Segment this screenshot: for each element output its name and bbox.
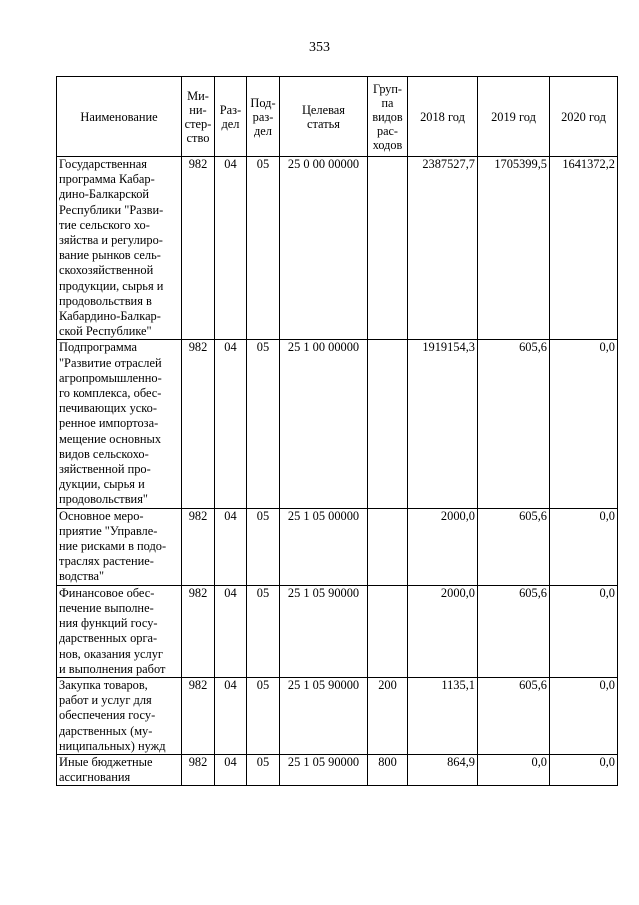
row-section: 04: [215, 677, 247, 754]
row-section: 04: [215, 508, 247, 585]
row-ministry: 982: [182, 340, 215, 508]
row-group: [368, 157, 408, 340]
row-name: Закупка товаров, работ и услуг для обеспечения госу- дарственных (му- ниципальных) нужд: [57, 677, 182, 754]
row-2018: 1135,1: [408, 677, 478, 754]
row-ministry: 982: [182, 754, 215, 785]
row-name: Основное меро- приятие "Управле- ние рисками в подо- траслях растение- водства": [57, 508, 182, 585]
table-row: [57, 677, 618, 754]
row-subsection: 05: [247, 340, 280, 508]
row-target: 25 1 05 00000: [280, 508, 368, 585]
budget-table: [56, 76, 618, 786]
row-2020: 0,0: [550, 754, 618, 785]
row-ministry: 982: [182, 677, 215, 754]
row-2018: 1919154,3: [408, 340, 478, 508]
row-2020: 0,0: [550, 585, 618, 677]
row-2019: 605,6: [478, 340, 550, 508]
row-subsection: 05: [247, 508, 280, 585]
header-section: Раз- дел: [215, 77, 247, 157]
row-section: 04: [215, 585, 247, 677]
row-group: 200: [368, 677, 408, 754]
row-name: Подпрограмма "Развитие отраслей агропромышленно- го комплекса, обес- печивающих уско- ренное импортоза- мещение основных видов сельскохо- зяйственной про- дукции, сырья и продовольствия": [57, 340, 182, 508]
row-name: Государственная программа Кабар- дино-Балкарской Республики "Разви- тие сельского хо- зяйства и регулиро- вание рынков сель- скохозяйственной продукции, сырья и продовольствия в Кабардино-Балкар- ской Республике": [57, 157, 182, 340]
row-group: [368, 340, 408, 508]
header-target: Целевая статья: [280, 77, 368, 157]
header-2020: 2020 год: [550, 77, 618, 157]
row-section: 04: [215, 340, 247, 508]
header-name: Наименование: [57, 77, 182, 157]
row-group: [368, 585, 408, 677]
header-group: Груп- па видов рас- ходов: [368, 77, 408, 157]
row-target: 25 0 00 00000: [280, 157, 368, 340]
row-2018: 2387527,7: [408, 157, 478, 340]
table-row: [57, 340, 618, 508]
row-target: 25 1 05 90000: [280, 585, 368, 677]
row-subsection: 05: [247, 754, 280, 785]
row-subsection: 05: [247, 677, 280, 754]
table-row: [57, 585, 618, 677]
row-name: Иные бюджетные ассигнования: [57, 754, 182, 785]
row-section: 04: [215, 754, 247, 785]
row-2019: 605,6: [478, 677, 550, 754]
row-ministry: 982: [182, 157, 215, 340]
row-subsection: 05: [247, 585, 280, 677]
row-2020: 0,0: [550, 508, 618, 585]
table-row: [57, 754, 618, 785]
row-ministry: 982: [182, 508, 215, 585]
row-2019: 605,6: [478, 585, 550, 677]
header-subsection: Под- раз- дел: [247, 77, 280, 157]
row-2020: 0,0: [550, 677, 618, 754]
table-row: [57, 508, 618, 585]
row-2018: 2000,0: [408, 585, 478, 677]
row-2020: 1641372,2: [550, 157, 618, 340]
table-row: [57, 157, 618, 340]
row-target: 25 1 05 90000: [280, 677, 368, 754]
header-2018: 2018 год: [408, 77, 478, 157]
header-2019: 2019 год: [478, 77, 550, 157]
row-subsection: 05: [247, 157, 280, 340]
row-2019: 1705399,5: [478, 157, 550, 340]
page-number: 353: [309, 40, 330, 55]
row-target: 25 1 00 00000: [280, 340, 368, 508]
row-2018: 864,9: [408, 754, 478, 785]
row-2019: 0,0: [478, 754, 550, 785]
row-section: 04: [215, 157, 247, 340]
header-ministry: Ми- ни- стер- ство: [182, 77, 215, 157]
row-2019: 605,6: [478, 508, 550, 585]
row-2018: 2000,0: [408, 508, 478, 585]
row-group: 800: [368, 754, 408, 785]
header-row: [57, 77, 618, 157]
row-name: Финансовое обес- печение выполне- ния функций госу- дарственных орга- нов, оказания услуг и выполнения работ: [57, 585, 182, 677]
row-group: [368, 508, 408, 585]
row-ministry: 982: [182, 585, 215, 677]
row-target: 25 1 05 90000: [280, 754, 368, 785]
row-2020: 0,0: [550, 340, 618, 508]
